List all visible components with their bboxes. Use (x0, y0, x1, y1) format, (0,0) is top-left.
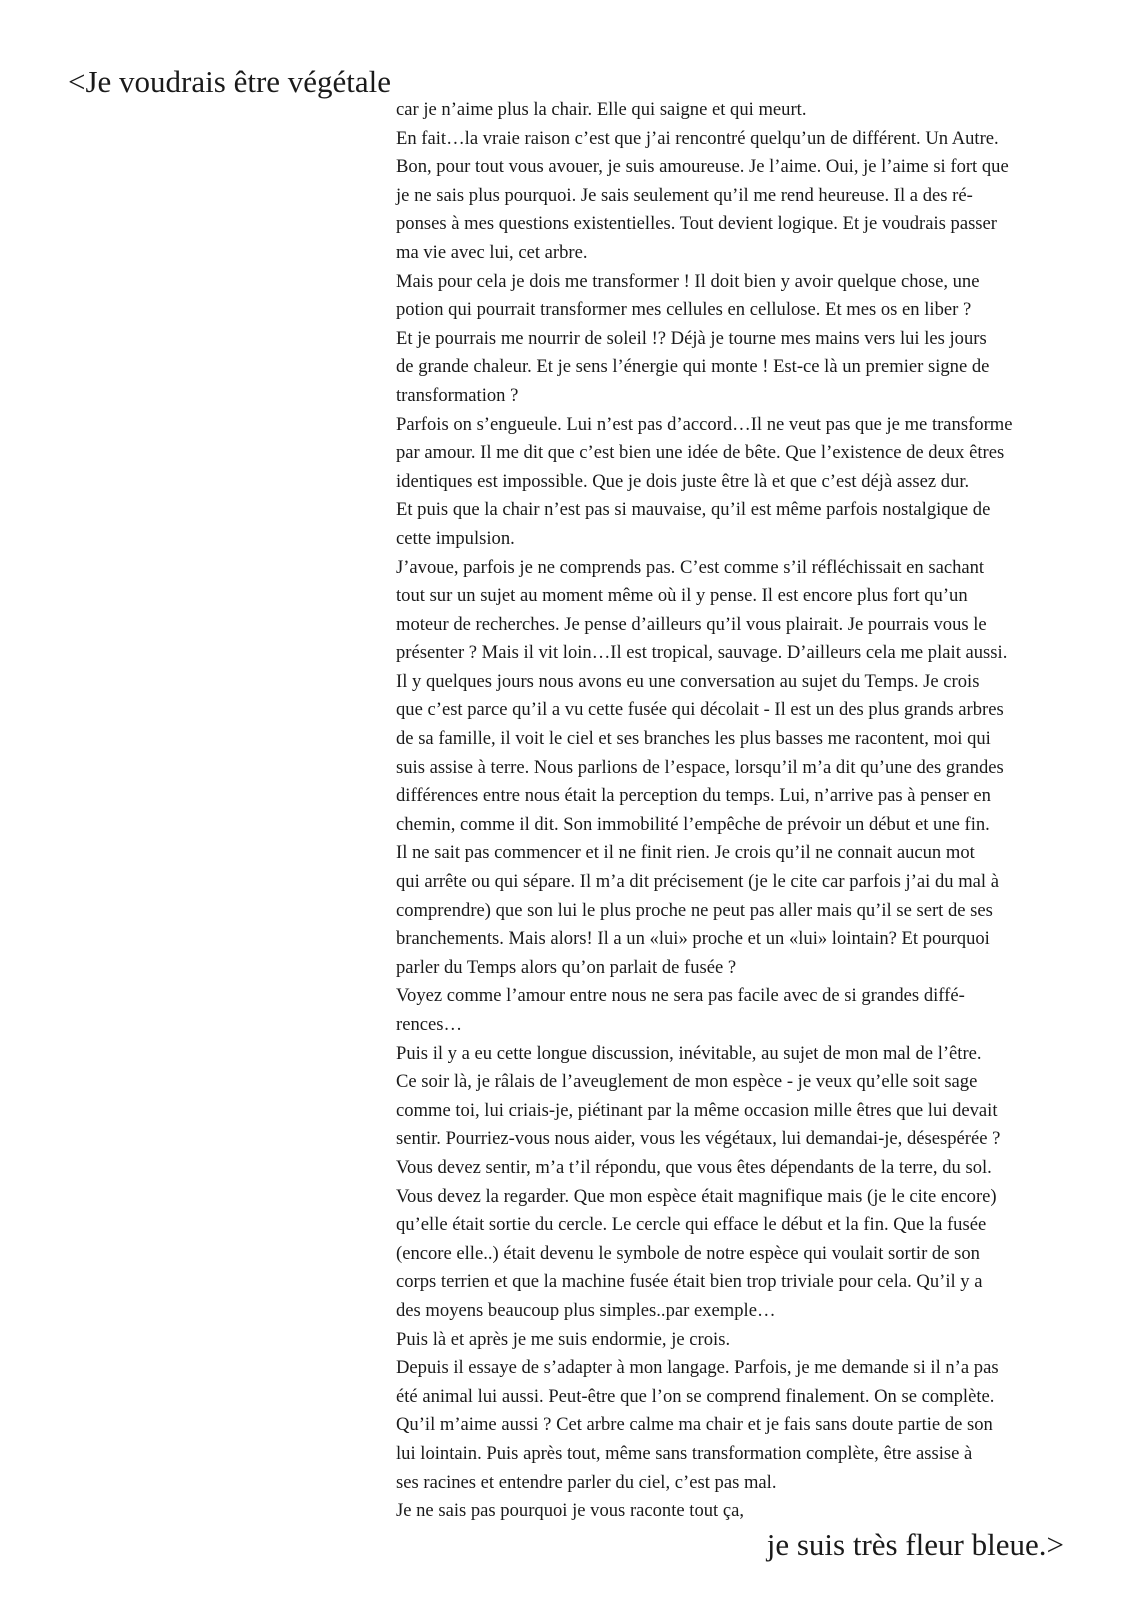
text-line: qu’elle était sortie du cercle. Le cercle qui efface le début et la fin. Que la fusée (396, 1214, 987, 1236)
text-line: Puis il y a eu cette longue discussion, inévitable, au sujet de mon mal de l’être. (396, 1042, 982, 1064)
text-line: Depuis il essaye de s’adapter à mon langage. Parfois, je me demande si il n’a pas (396, 1357, 999, 1379)
text-line: tout sur un sujet au moment même où il y pense. Il est encore plus fort qu’un (396, 585, 968, 607)
text-line: que c’est parce qu’il a vu cette fusée qui décolait - Il est un des plus grands arbres (396, 699, 1004, 721)
text-line: Il y quelques jours nous avons eu une conversation au sujet du Temps. Je crois (396, 670, 980, 692)
text-line: Voyez comme l’amour entre nous ne sera pas facile avec de si grandes diffé- (396, 985, 965, 1007)
text-line: J’avoue, parfois je ne comprends pas. C’est comme s’il réfléchissait en sachant (396, 556, 985, 578)
document-title: <Je voudrais être végétale (68, 64, 392, 99)
text-line: suis assise à terre. Nous parlions de l’espace, lorsqu’il m’a dit qu’une des grandes (396, 756, 1004, 778)
text-line: (encore elle..) était devenu le symbole de notre espèce qui voulait sortir de son (396, 1242, 980, 1264)
text-line: Il ne sait pas commencer et il ne finit rien. Je crois qu’il ne connait aucun mot (396, 842, 975, 864)
text-line: potion qui pourrait transformer mes cellules en cellulose. Et mes os en liber ? (396, 299, 972, 321)
text-line: identiques est impossible. Que je dois juste être là et que c’est déjà assez dur. (396, 470, 970, 492)
text-line: rences… (396, 1014, 463, 1035)
text-line: Puis là et après je me suis endormie, je crois. (396, 1328, 731, 1350)
text-line: ponses à mes questions existentielles. Tout devient logique. Et je voudrais passer (396, 213, 997, 235)
text-line: présenter ? Mais il vit loin…Il est tropical, sauvage. D’ailleurs cela me plait aussi. (396, 642, 1008, 664)
text-line: différences entre nous était la perception du temps. Lui, n’arrive pas à penser en (396, 785, 991, 807)
text-line: Bon, pour tout vous avouer, je suis amoureuse. Je l’aime. Oui, je l’aime si fort que (396, 156, 1009, 178)
text-line: Qu’il m’aime aussi ? Cet arbre calme ma chair et je fais sans doute partie de son (396, 1414, 993, 1436)
text-line: transformation ? (396, 384, 519, 406)
text-line: des moyens beaucoup plus simples..par exemple… (396, 1299, 776, 1321)
text-line: car je n’aime plus la chair. Elle qui saigne et qui meurt. (396, 99, 807, 120)
text-line: Mais pour cela je dois me transformer ! Il doit bien y avoir quelque chose, une (396, 270, 980, 292)
closing-line: je suis très fleur bleue.> (766, 1527, 1064, 1562)
text-line: de sa famille, il voit le ciel et ses branches les plus basses me racontent, moi qui (396, 728, 991, 750)
text-line: comprendre) que son lui le plus proche ne peut pas aller mais qu’il se sert de ses (396, 899, 993, 921)
text-line: chemin, comme il dit. Son immobilité l’empêche de prévoir un début et une fin. (396, 813, 990, 835)
text-line: parler du Temps alors qu’on parlait de fusée ? (396, 956, 737, 978)
text-line: de grande chaleur. Et je sens l’énergie qui monte ! Est-ce là un premier signe de (396, 356, 990, 378)
text-line: lui lointain. Puis après tout, même sans transformation complète, être assise à (396, 1442, 973, 1464)
text-line: Parfois on s’engueule. Lui n’est pas d’accord…Il ne veut pas que je me transforme (396, 413, 1013, 435)
text-line: été animal lui aussi. Peut-être que l’on se comprend finalement. On se complète. (396, 1385, 995, 1407)
text-line: Vous devez sentir, m’a t’il répondu, que vous êtes dépendants de la terre, du sol. (396, 1156, 992, 1178)
text-line: par amour. Il me dit que c’est bien une idée de bête. Que l’existence de deux êtres (396, 442, 1005, 464)
text-line: je ne sais plus pourquoi. Je sais seulement qu’il me rend heureuse. Il a des ré- (396, 184, 973, 206)
text-line: cette impulsion. (396, 527, 515, 549)
text-line: corps terrien et que la machine fusée était bien trop triviale pour cela. Qu’il y a (396, 1271, 983, 1293)
text-line: sentir. Pourriez-vous nous aider, vous les végétaux, lui demandai-je, désespérée ? (396, 1128, 1001, 1150)
body-text (396, 96, 1096, 1526)
text-line: branchements. Mais alors! Il a un «lui» proche et un «lui» lointain? Et pourquoi (396, 928, 990, 950)
text-line: Vous devez la regarder. Que mon espèce était magnifique mais (je le cite encore) (396, 1185, 997, 1207)
text-line: Et je pourrais me nourrir de soleil !? Déjà je tourne mes mains vers lui les jours (396, 327, 987, 349)
text-line: qui arrête ou qui sépare. Il m’a dit précisement (je le cite car parfois j’ai du mal à (396, 871, 999, 893)
text-line: Et puis que la chair n’est pas si mauvaise, qu’il est même parfois nostalgique de (396, 499, 991, 521)
text-line: Je ne sais pas pourquoi je vous raconte tout ça, (396, 1500, 745, 1522)
text-line: moteur de recherches. Je pense d’ailleurs qu’il vous plairait. Je pourrais vous le (396, 613, 987, 635)
text-line: ses racines et entendre parler du ciel, c’est pas mal. (396, 1471, 777, 1493)
text-line: En fait…la vraie raison c’est que j’ai rencontré quelqu’un de différent. Un Autre. (396, 127, 999, 149)
text-line: comme toi, lui criais-je, piétinant par la même occasion mille êtres que lui devait (396, 1099, 998, 1121)
text-line: ma vie avec lui, cet arbre. (396, 241, 588, 263)
text-line: Ce soir là, je râlais de l’aveuglement de mon espèce - je veux qu’elle soit sage (396, 1071, 978, 1093)
